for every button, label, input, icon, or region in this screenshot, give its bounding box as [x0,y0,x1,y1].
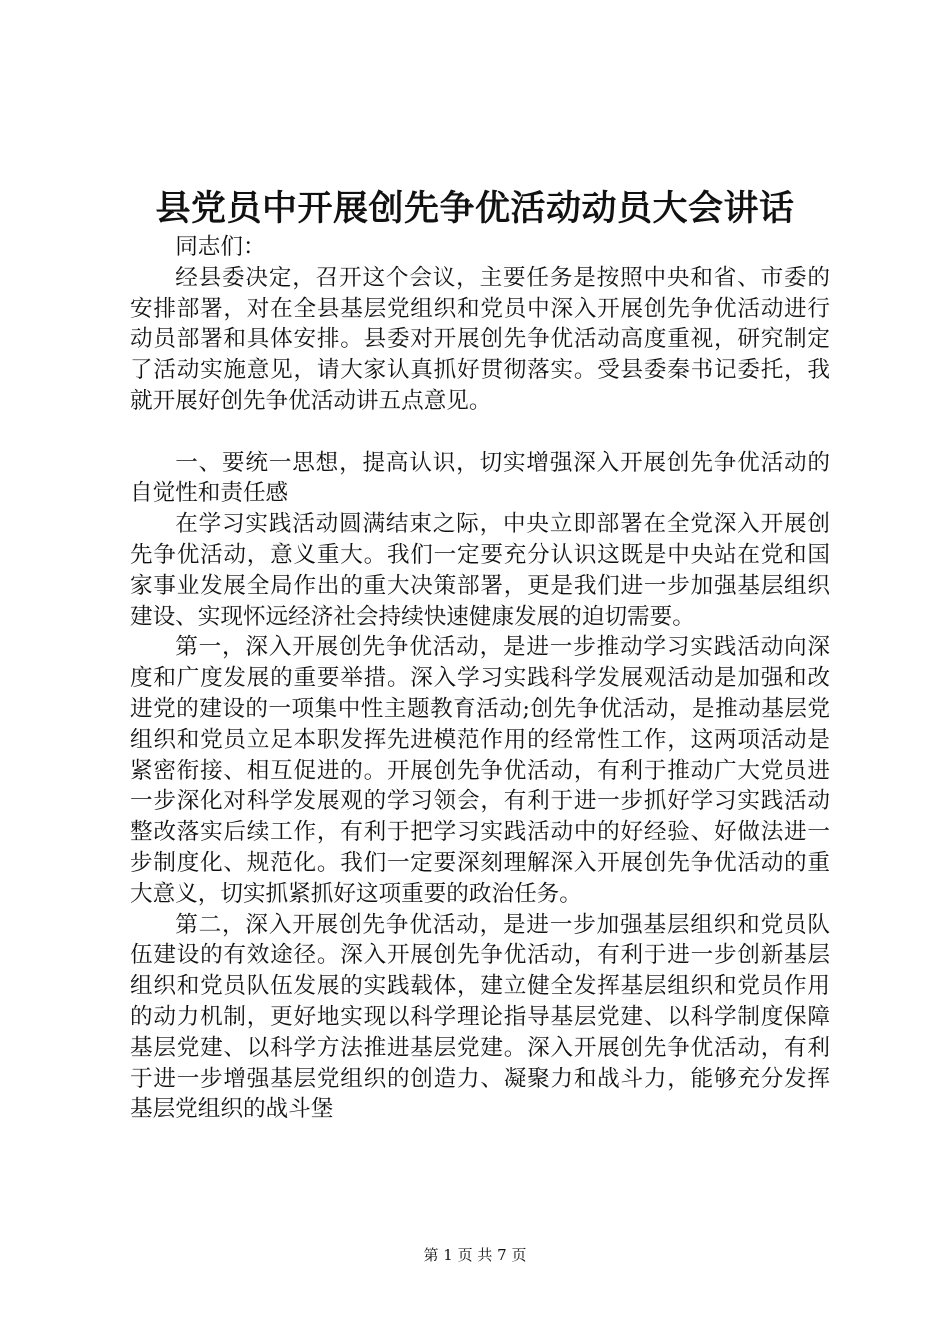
document-body [130,232,830,1125]
intro-paragraph: 经县委决定，召开这个会议，主要任务是按照中央和省、市委的安排部署，对在全县基层党组织和党员中深入开展创先争优活动进行动员部署和具体安排。县委对开展创先争优活动高度重视，研究制定了活动实施意见，请大家认真抓好贯彻落实。受县委秦书记委托，我就开展好创先争优活动讲五点意见。 [130,264,830,414]
document-title: 县党员中开展创先争优活动动员大会讲话 [155,188,795,229]
salutation: 同志们： [175,234,266,260]
body-paragraph: 第二，深入开展创先争优活动，是进一步加强基层组织和党员队伍建设的有效途径。深入开展创先争优活动，有利于进一步创新基层组织和党员队伍发展的实践载体，建立健全发挥基层组织和党员作用的动力机制，更好地实现以科学理论指导基层党建、以科学制度保障基层党建、以科学方法推进基层党建。深入开展创先争优活动，有利于进一步增强基层党组织的创造力、凝聚力和战斗力，能够充分发挥基层党组织的战斗堡 [130,911,830,1123]
section-heading: 一、要统一思想，提高认识，切实增强深入开展创先争优活动的自觉性和责任感 [130,449,830,507]
paragraph-spacer [130,417,830,448]
body-paragraph: 在学习实践活动圆满结束之际，中央立即部署在全党深入开展创先争优活动，意义重大。我们一定要充分认识这既是中央站在党和国家事业发展全局作出的重大决策部署，更是我们进一步加强基层组织建设、实现怀远经济社会持续快速健康发展的迫切需要。 [130,511,830,630]
body-paragraph: 第一，深入开展创先争优活动，是进一步推动学习实践活动向深度和广度发展的重要举措。深入学习实践科学发展观活动是加强和改进党的建设的一项集中性主题教育活动;创先争优活动，是推动基层党组织和党员立足本职发挥先进模范作用的经常性工作，这两项活动是紧密衔接、相互促进的。开展创先争优活动，有利于推动广大党员进一步深化对科学发展观的学习领会，有利于进一步抓好学习实践活动整改落实后续工作，有利于把学习实践活动中的好经验、好做法进一步制度化、规范化。我们一定要深刻理解深入开展创先争优活动的重大意义，切实抓紧抓好这项重要的政治任务。 [130,634,830,907]
page-number-footer: 第 1 页 共 7 页 [423,1246,527,1264]
